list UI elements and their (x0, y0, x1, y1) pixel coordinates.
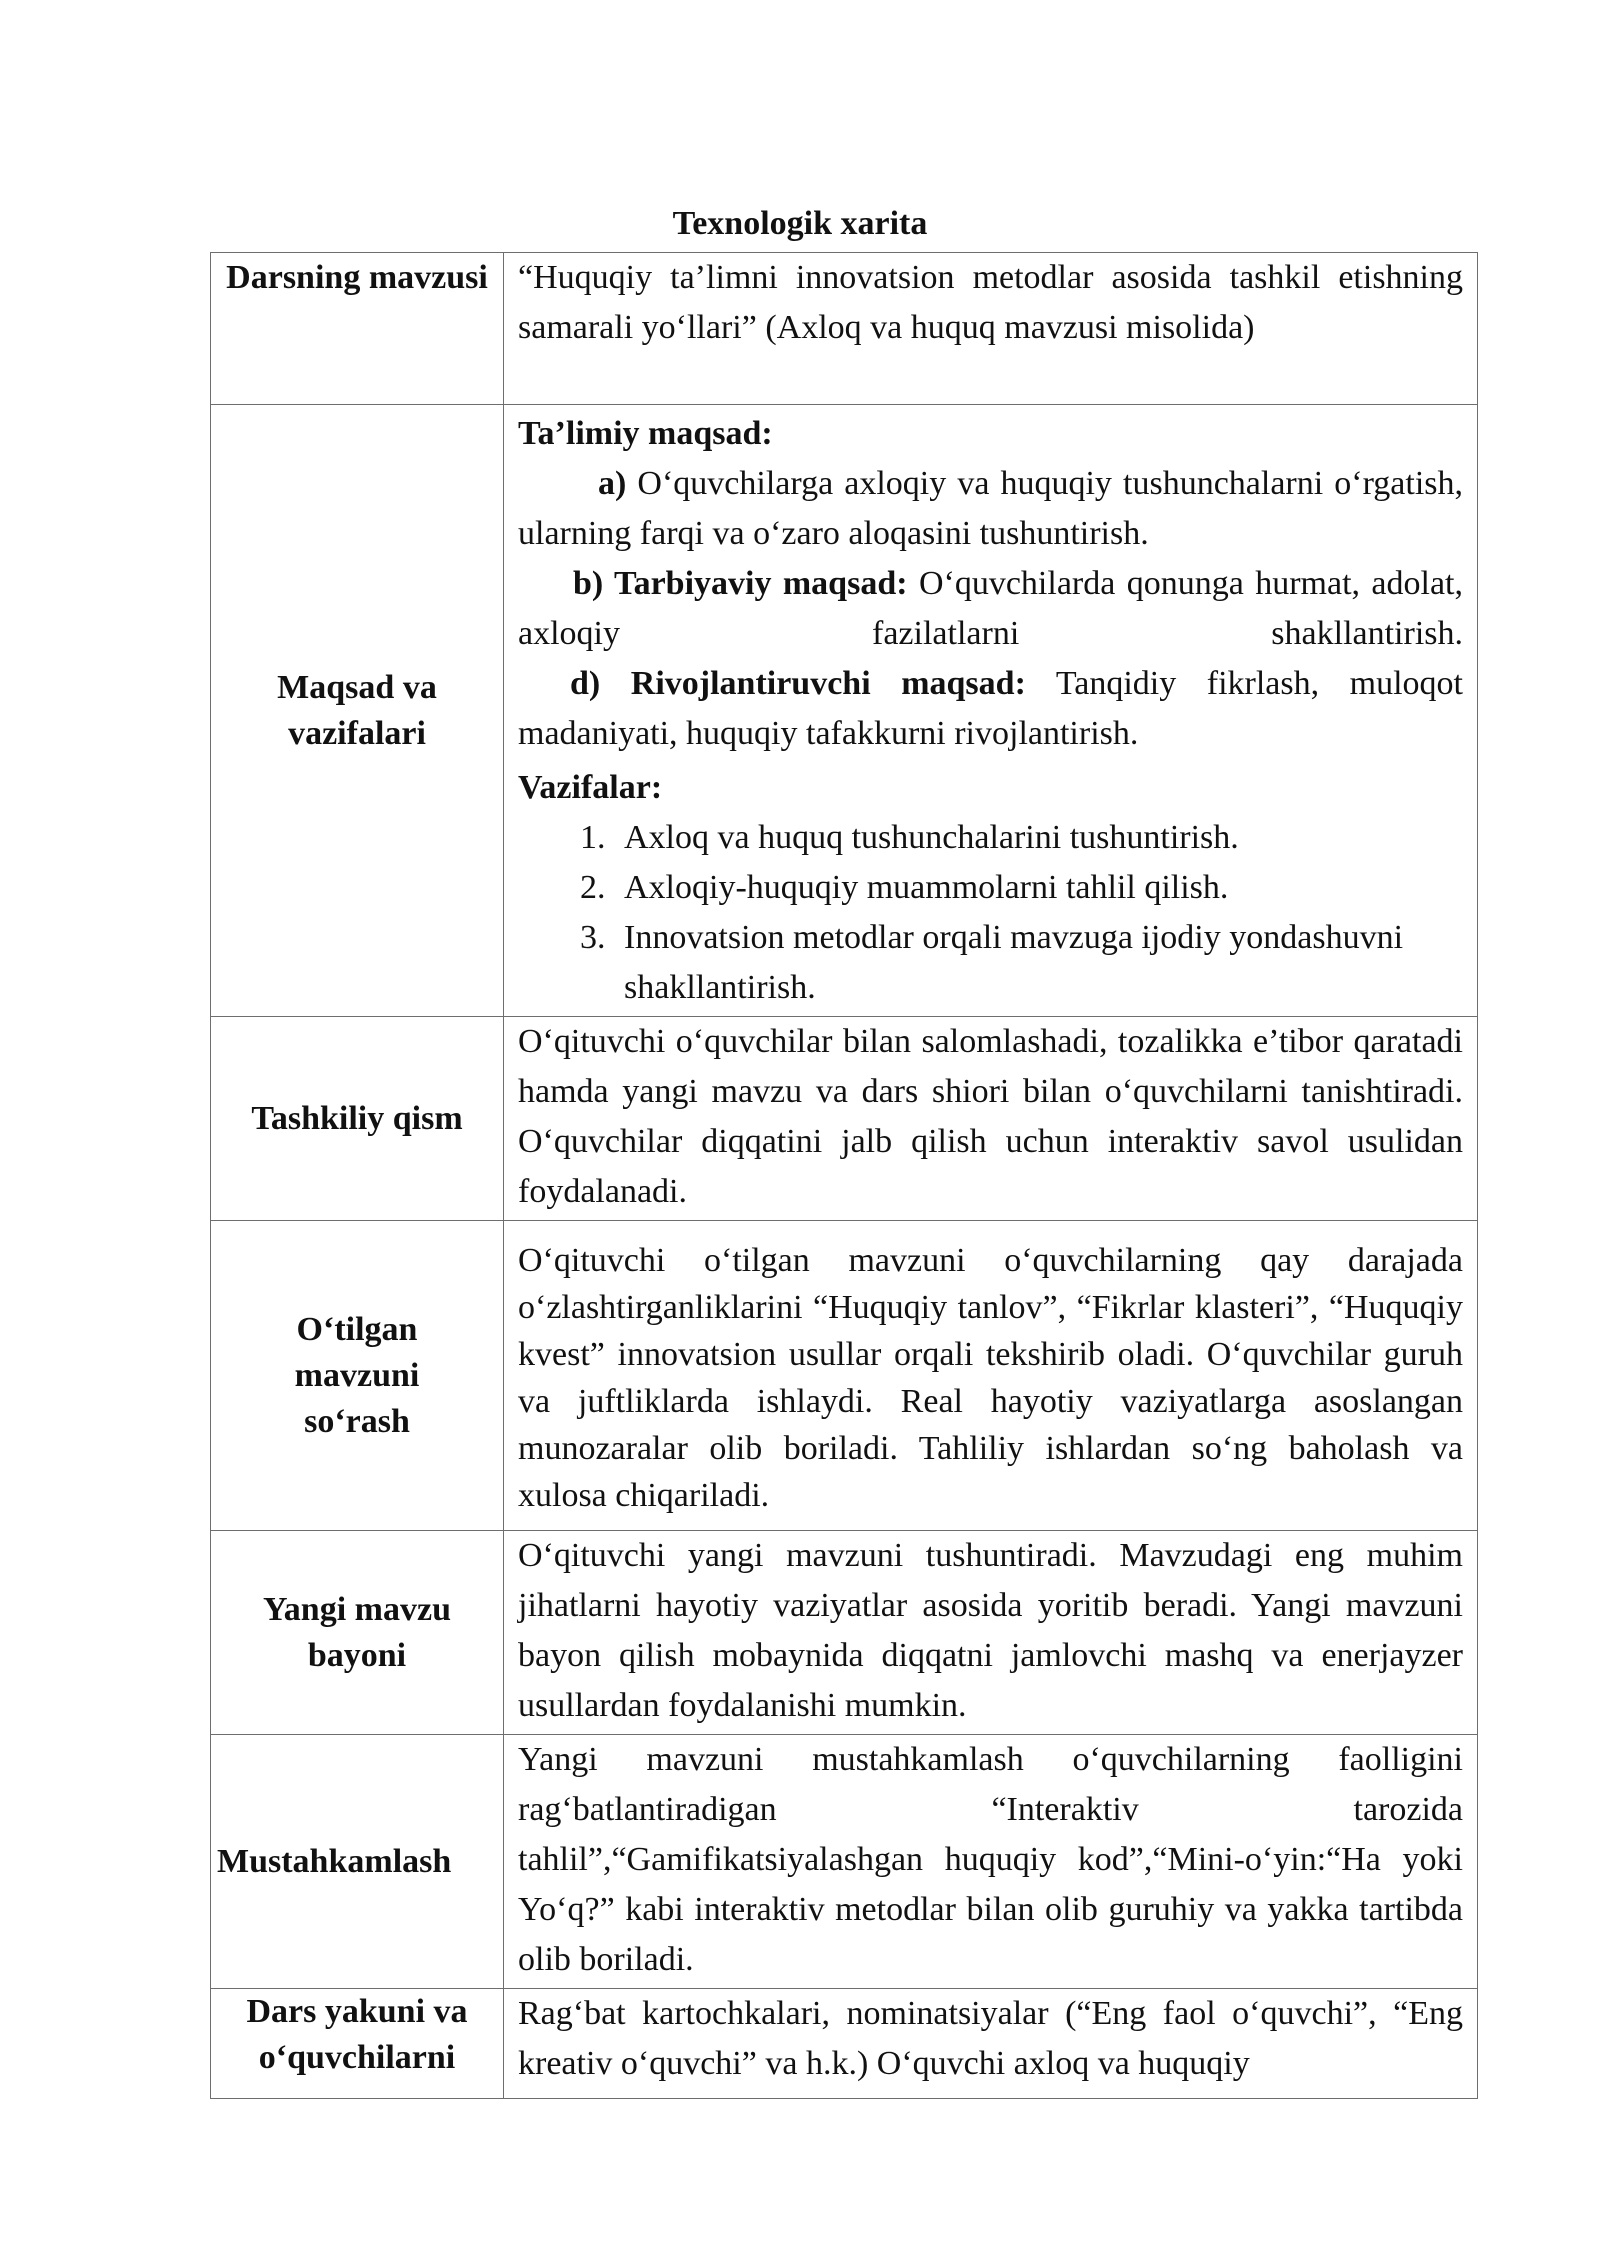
table-row (211, 1531, 1478, 1735)
row-label-text: Mustahkamlash (217, 1842, 452, 1880)
row-label-new-topic (211, 1531, 504, 1735)
new-topic-cell (504, 1531, 1478, 1735)
row-label-reinforcement (211, 1735, 504, 1989)
table-row (211, 1221, 1478, 1531)
row-label-text: Dars yakuni va o‘quvchilarni (246, 1993, 468, 2076)
row-label-goals (211, 405, 504, 1017)
row-label-text: Maqsad va vazifalari (277, 668, 437, 752)
goal-b (518, 559, 1463, 659)
row-label-review (211, 1221, 504, 1531)
row-label-topic (211, 253, 504, 405)
tasks-heading: Vazifalar: (518, 769, 663, 806)
goal-a (518, 459, 1463, 559)
organizational-cell (504, 1017, 1478, 1221)
topic-cell (504, 253, 1478, 405)
goal-d (518, 659, 1463, 759)
row-label-text: Yangi mavzu bayoni (263, 1590, 451, 1674)
list-item: 3. Innovatsion metodlar orqali mavzuga ijodiy yondashuvni shakllantirish. (614, 913, 1463, 1013)
page-title: Texnologik xarita (672, 205, 928, 242)
row-label-conclusion (211, 1989, 504, 2099)
goal-a-text: O‘quvchilarga axloqiy va huquqiy tushunchalarni o‘rgatish, ularning farqi va o‘zaro aloqasini tushuntirish. (518, 465, 1464, 552)
reinforcement-text: Yangi mavzuni mustahkamlash o‘quvchilarning faolligini rag‘batlantiradigan “Interaktiv tarozida tahlil”,“Gamifikatsiyalashgan huquqiy kod”,“Mini-o‘yin:“Ha yoki Yo‘q?” kabi interaktiv metodlar bilan olib guruhiy va yakka tartibda olib boriladi. (518, 1741, 1463, 1978)
new-topic-text: O‘qituvchi yangi mavzuni tushuntiradi. Mavzudagi eng muhim jihatlarni hayotiy vaziyatlar asosida yoritib beradi. Yangi mavzuni bayon qilish mobaynida diqqatni jamlovchi mashq va enerjayzer usullardan foydalanishi mumkin. (518, 1537, 1463, 1724)
goal-d-text: Tanqidiy fikrlash, muloqot madaniyati, huquqiy tafakkurni rivojlantirish. (518, 665, 1464, 752)
reinforcement-cell (504, 1735, 1478, 1989)
goal-b-text: O‘quvchilarda qonunga hurmat, adolat, axloqiy fazilatlarni shakllantirish. (518, 565, 1463, 652)
list-item: 1. Axloq va huquq tushunchalarini tushuntirish. (614, 813, 1463, 863)
review-text: O‘qituvchi o‘tilgan mavzuni o‘quvchilarning qay darajada o‘zlashtirganliklarini “Huquqiy tanlov”, “Fikrlar klasteri”, “Huquqiy kvest” innovatsion usullar orqali tekshirib oladi. O‘quvchilar guruh va juftliklarda ishlaydi. Real hayotiy vaziyatlarga asoslangan munozaralar olib boriladi. Tahliliy ishlardan so‘ng baholash va xulosa chiqariladi. (518, 1242, 1463, 1514)
table-row (211, 1735, 1478, 1989)
goal-b-prefix: b) Tarbiyaviy maqsad: (573, 565, 908, 602)
goal-a-prefix: a) (598, 465, 627, 502)
row-label-text: Darsning mavzusi (226, 259, 488, 296)
row-label-text: O‘tilgan mavzuni so‘rash (294, 1310, 420, 1440)
tasks-list (518, 813, 1463, 1013)
goals-cell (504, 405, 1478, 1017)
table-row (211, 1017, 1478, 1221)
review-cell (504, 1221, 1478, 1531)
list-item: 2. Axloqiy-huquqiy muammolarni tahlil qilish. (614, 863, 1463, 913)
table-row (211, 1989, 1478, 2099)
organizational-text: O‘qituvchi o‘quvchilar bilan salomlashadi, tozalikka e’tibor qaratadi hamda yangi mavzu va dars shiori bilan o‘quvchilarni tanishtiradi. O‘quvchilar diqqatini jalb qilish uchun interaktiv savol usulidan foydalanadi. (518, 1023, 1463, 1210)
row-label-text: Tashkiliy qism (251, 1099, 463, 1137)
row-label-organizational (211, 1017, 504, 1221)
table-row (211, 405, 1478, 1017)
table-row (211, 253, 1478, 405)
conclusion-cell (504, 1989, 1478, 2099)
technological-map-table (210, 252, 1478, 2099)
conclusion-text: Rag‘bat kartochkalari, nominatsiyalar (“Eng faol o‘quvchi”, “Eng kreativ o‘quvchi” va h.k.) O‘quvchi axloq va huquqiy (518, 1995, 1463, 2082)
topic-text: “Huquqiy ta’limni innovatsion metodlar asosida tashkil etishning samarali yo‘llari” (Axloq va huquq mavzusi misolida) (518, 259, 1463, 346)
educational-goal-heading: Ta’limiy maqsad: (518, 415, 773, 452)
goal-d-prefix: d) Rivojlantiruvchi maqsad: (570, 665, 1026, 702)
